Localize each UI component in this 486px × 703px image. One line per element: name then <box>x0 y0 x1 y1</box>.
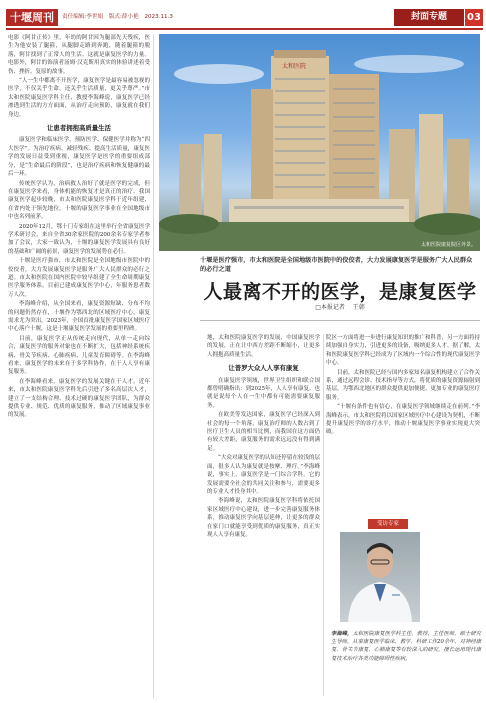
paragraph: 十堰是医疗强市，市太和医院是全国地级市医院中的佼佼者，大力发展康复医学是服务广大人民群众的必行之道。市太和医院在国内医院中较早组建了全生命周期康复医学服务体系，目前已建成康复医学中心，年服务患者数万人次。 <box>8 258 150 298</box>
credit-editor: 责任编辑:李世娟 <box>62 14 104 20</box>
hospital-building-illustration <box>159 34 480 251</box>
building-sign: 太和医院 <box>282 63 307 70</box>
expert-tag: 受访专家 <box>368 519 408 529</box>
subheading: 让患者拥抱高质量生活 <box>47 124 111 133</box>
paragraph: 在欧美等发达国家，康复医学已经深入到社会的每一个角落，康复治疗师的人数占到了医疗卫生人员的相当比例，而我国在这方面仍有较大差距，康复服务的需求远远没有得到满足。 <box>207 412 320 452</box>
headline: 人最离不开的医学，是康复医学 <box>203 281 477 303</box>
expert-name: 李海峰， <box>331 631 353 637</box>
expert-portrait <box>340 532 420 622</box>
column-divider <box>323 334 324 696</box>
photo-caption: 太和医院康复院区外景。 <box>420 242 476 248</box>
header-rule <box>6 28 483 30</box>
credit-layout: 版式:薛小艳 <box>108 14 139 20</box>
subheading: 让普罗大众人人享有康复 <box>228 364 299 373</box>
paragraph: 院区一方面将进一步进行康复知识的推广和科普，另一方面将持续加强自身实力，引进更多的设备，吸纳更多人才。据了解，太和医院康复医学科已经成为了区域内一个综合性的现代康复医学中心。 <box>326 335 480 367</box>
middle-column <box>207 334 320 696</box>
byline <box>200 302 480 311</box>
article-deck: 十堰是医疗强市，市太和医院是全国地级市医院中的佼佼者，大力发展康复医学是服务广大人民群众的必行之道 <box>200 257 473 273</box>
paragraph: 目前，康复医学正从传统走向现代，从单一走向综合，康复医学的服务对象也在不断扩大，包括神经系统疾病、骨关节疾病、心肺疾病、儿童发育障碍等。在李海峰看来，康复医学的未来在于多学科协作，在于人人享有康复服务。 <box>8 335 150 376</box>
masthead-logo: 十堰周刊 <box>6 9 58 26</box>
paragraph: “十堰有条件也有信心，在康复医学领域继续走在前列。”李海峰表示，市太和医院将以国家区域医疗中心建设为契机，不断提升康复医学的诊疗水平，推动十堰康复医学事业实现更大突破。 <box>326 404 480 436</box>
paragraph: 地，太和医院康复医学的发展，中国康复医学的发展，正在让中西方差距不断缩小，让更多人拥抱高质量生活。 <box>207 335 320 358</box>
byline-author: 王韩 <box>352 304 365 311</box>
paragraph: 李海峰介绍，从全国来看，康复资源短缺、分布不均的问题仍然存在，十堰作为鄂西北的区域医疗中心，康复需求尤为突出。2023年，全国首批康复医学国家区域医疗中心落户十堰，这是十堰康复医学发展的重要里程碑。 <box>8 301 150 333</box>
paragraph: 2020年12月，鄂十门专家组在这里举行全省康复医学学术研讨会，来自全省30余家医院的200余名专家学者参加了会议，大家一致认为，十堰的康复医学发展具有良好的基础和广阔的前景，康复医学的发展势在必行。 <box>8 223 150 255</box>
page-header <box>0 0 486 30</box>
left-column <box>8 34 150 698</box>
right-column <box>326 334 480 514</box>
paragraph: 在李海峰看来，康复医学的发展关键在于人才。近年来，市太和医院康复医学科先后引进了多名高层次人才，建立了一支结构合理、技术过硬的康复医学团队，为群众提供专业、规范、优质的康复服务，推动了区域康复事业的发展。 <box>8 378 150 419</box>
paragraph: 康复医学和临床医学、预防医学、保健医学并称为“四大医学”。为治疗疾病、减轻残疾、提高生活质量，康复医学的发展日益受到重视，康复医学是医学的重要组成部分，是“生命最后的阶段”，也是治疗疾病和恢复健康的最后一环。 <box>8 137 150 178</box>
credit-date: 2023.11.3 <box>144 14 173 20</box>
page-number: 03 <box>465 9 483 26</box>
column-divider <box>153 34 154 698</box>
paragraph: 目前，太和医院已经与国内多家知名康复机构建立了合作关系，通过远程会诊、技术指导等方式，将优质的康复资源辐射到基层，为鄂西北地区的群众提供更加便捷、更加专业的康复医疗服务。 <box>326 369 480 401</box>
paragraph: 在康复医学领域，世界卫生组织和联合国都曾明确指出：到2025年，人人享有康复。也就是说每个人在一生中都有可能需要康复服务。 <box>207 377 320 409</box>
editor-credits <box>62 12 292 20</box>
paragraph: “人一生中都离不开医学，康复医学是最容易被忽视的医学，不仅关乎生命，还关乎生活质量，更关乎尊严。”市太和医院康复医学科主任、教授李海峰说，康复医学已经渗透到生活的方方面面，从治疗走向预防，康复就在我们身边。 <box>8 78 150 118</box>
expert-description: 太和医院康复医学科主任，教授，主任医师，硕士研究生导师。从事康复医学临床、教学、科研工作20余年，对神经康复、骨关节康复、心肺康复等有较深入的研究，擅长运用现代康复技术治疗各类功能障碍性疾病。 <box>331 631 481 662</box>
paragraph: 传统医学认为，治病救人治好了就是医学的完成，但在康复医学来看，身体机能的恢复才是真正的治疗。我国康复医学起步较晚，市太和医院康复医学科于近年组建，在省内处于领先地位，十堰的康复医学事业在全国地级市中也名列前茅。 <box>8 180 150 221</box>
section-label: 封面专题 <box>394 9 464 26</box>
doctor-portrait-illustration <box>340 532 420 622</box>
byline-label: □本报记者 <box>315 304 345 311</box>
hospital-photo <box>159 34 480 251</box>
paragraph: 电影《阿甘正传》里，年幼的阿甘因为腿部先天残疾，医生为他安装了腿箍，从腿脚走路到奔跑，随着腿箍的脱落，阿甘找到了正常人的生活。这就是康复医学的力量。电影外，阿甘的饰演者汤姆·汉克斯用真实的体验讲述着受伤、挫折、复原的故事。 <box>8 35 150 75</box>
paragraph: 李海峰说，太和医院康复医学科将依托国家区域医疗中心建设，进一步完善康复服务体系，推动康复医学向基层延伸，让更多的群众在家门口就能享受到优质的康复服务，真正实现人人享有康复。 <box>207 498 320 538</box>
paragraph: “大众对康复医学的认知还停留在较浅的层面，很多人认为康复就是按摩、理疗。”李海峰说，事实上，康复医学是一门综合学科，它的发展需要全社会的共同关注和参与，需要更多的专业人才投身其中。 <box>207 455 320 495</box>
expert-bio <box>331 630 481 663</box>
headline-rule <box>200 320 480 321</box>
